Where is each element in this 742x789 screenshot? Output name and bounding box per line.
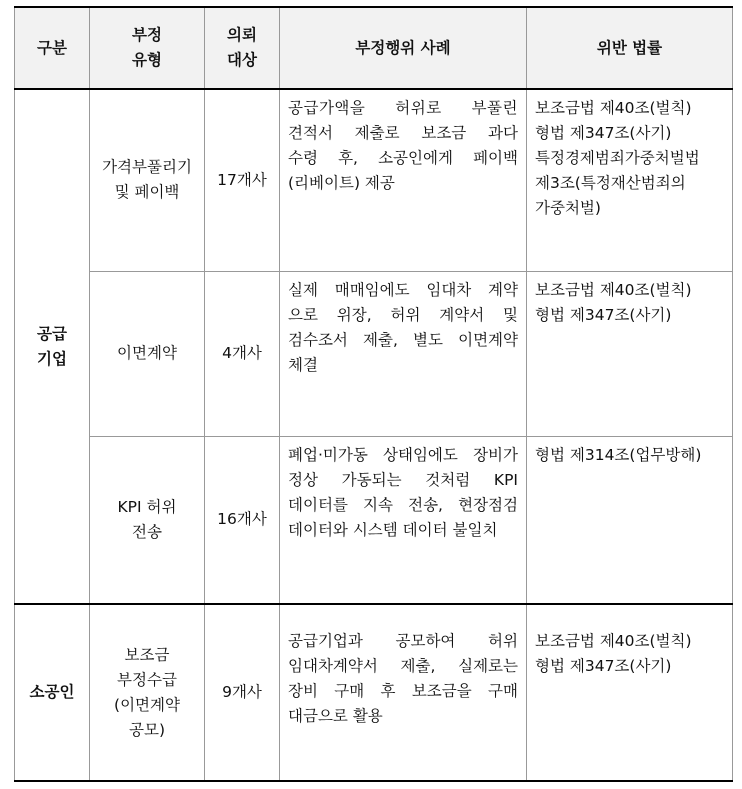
case-line: 임대차계약서 제출, 실제로는	[288, 657, 518, 675]
category-cell-supplier	[15, 89, 90, 604]
header-target	[205, 7, 280, 89]
case-cell	[280, 271, 527, 436]
header-type-line: 부정	[132, 26, 162, 44]
target-count: 4개사	[222, 344, 262, 362]
type-line: 부정수급	[117, 670, 177, 689]
case-line: 공급가액을 허위로 부풀린	[288, 99, 518, 117]
table-row	[15, 604, 733, 781]
category-cell-small-business	[15, 604, 90, 781]
law-line: 형법 제347조(사기)	[535, 305, 672, 324]
target-cell	[205, 436, 280, 604]
header-law-line: 위반 법률	[596, 38, 663, 57]
law-line: 형법 제347조(사기)	[535, 657, 672, 675]
header-type-line: 유형	[132, 51, 162, 69]
law-line: 보조금법 제40조(벌칙)	[535, 99, 692, 117]
fraud-case-table	[14, 6, 733, 782]
header-target-line: 대상	[227, 51, 257, 69]
type-line: (이면계약	[114, 695, 180, 714]
case-line: 장비 구매 후 보조금을 구매	[288, 682, 518, 700]
case-line: 으로 위장, 허위 계약서 및	[288, 305, 518, 324]
category-line: 기업	[37, 349, 67, 368]
case-line: 폐업·미가동 상태임에도 장비가	[288, 445, 518, 464]
law-line: 특정경제범죄가중처벌법	[535, 149, 700, 167]
case-line: 공급기업과 공모하여 허위	[288, 632, 518, 650]
law-line: 보조금법 제40조(벌칙)	[535, 280, 692, 299]
law-line: 보조금법 제40조(벌칙)	[535, 632, 692, 650]
target-count: 9개사	[222, 683, 262, 701]
target-cell	[205, 271, 280, 436]
law-cell	[527, 604, 733, 781]
case-cell	[280, 436, 527, 604]
case-line: 데이터와 시스템 데이터 불일치	[288, 520, 498, 539]
header-case-line: 부정행위 사례	[355, 38, 451, 57]
header-case	[280, 7, 527, 89]
header-row	[15, 7, 733, 89]
case-line: 데이터를 지속 전송, 현장점검	[288, 495, 518, 514]
header-category-line: 구분	[37, 38, 67, 57]
case-cell	[280, 89, 527, 271]
header-law	[527, 7, 733, 89]
type-cell	[90, 271, 205, 436]
target-cell	[205, 604, 280, 781]
case-line: 실제 매매임에도 임대차 계약	[288, 280, 518, 299]
law-line: 형법 제347조(사기)	[535, 124, 672, 142]
case-line: 대금으로 활용	[288, 707, 383, 725]
header-category	[15, 7, 90, 89]
type-line: 보조금	[124, 645, 170, 664]
law-line: 제3조(특정재산범죄의	[535, 174, 686, 192]
type-cell	[90, 436, 205, 604]
type-line: 및 페이백	[114, 183, 180, 202]
type-cell	[90, 89, 205, 271]
case-line: 검수조서 제출, 별도 이면계약	[288, 330, 518, 349]
table-row	[15, 271, 733, 436]
case-line: 수령 후, 소공인에게 페이백	[288, 149, 518, 167]
header-type	[90, 7, 205, 89]
case-line: (리베이트) 제공	[288, 174, 395, 192]
case-line: 정상 가동되는 것처럼 KPI	[288, 470, 518, 489]
target-count: 16개사	[217, 510, 267, 529]
type-line: 이면계약	[117, 344, 177, 362]
type-cell	[90, 604, 205, 781]
category-line: 소공인	[29, 683, 75, 701]
table-row	[15, 436, 733, 604]
table-row	[15, 89, 733, 271]
type-line: 전송	[132, 522, 162, 541]
category-line: 공급	[37, 324, 67, 343]
law-line: 형법 제314조(업무방해)	[535, 445, 702, 464]
case-line: 체결	[288, 355, 318, 374]
law-cell	[527, 89, 733, 271]
target-count: 17개사	[217, 170, 267, 189]
law-cell	[527, 271, 733, 436]
target-cell	[205, 89, 280, 271]
case-line: 견적서 제출로 보조금 과다	[288, 124, 518, 142]
type-line: 가격부풀리기	[102, 158, 192, 177]
case-cell	[280, 604, 527, 781]
law-cell	[527, 436, 733, 604]
type-line: KPI 허위	[117, 497, 177, 516]
type-line: 공모)	[129, 720, 165, 739]
law-line: 가중처벌)	[535, 199, 601, 217]
header-target-line: 의뢰	[227, 26, 257, 44]
